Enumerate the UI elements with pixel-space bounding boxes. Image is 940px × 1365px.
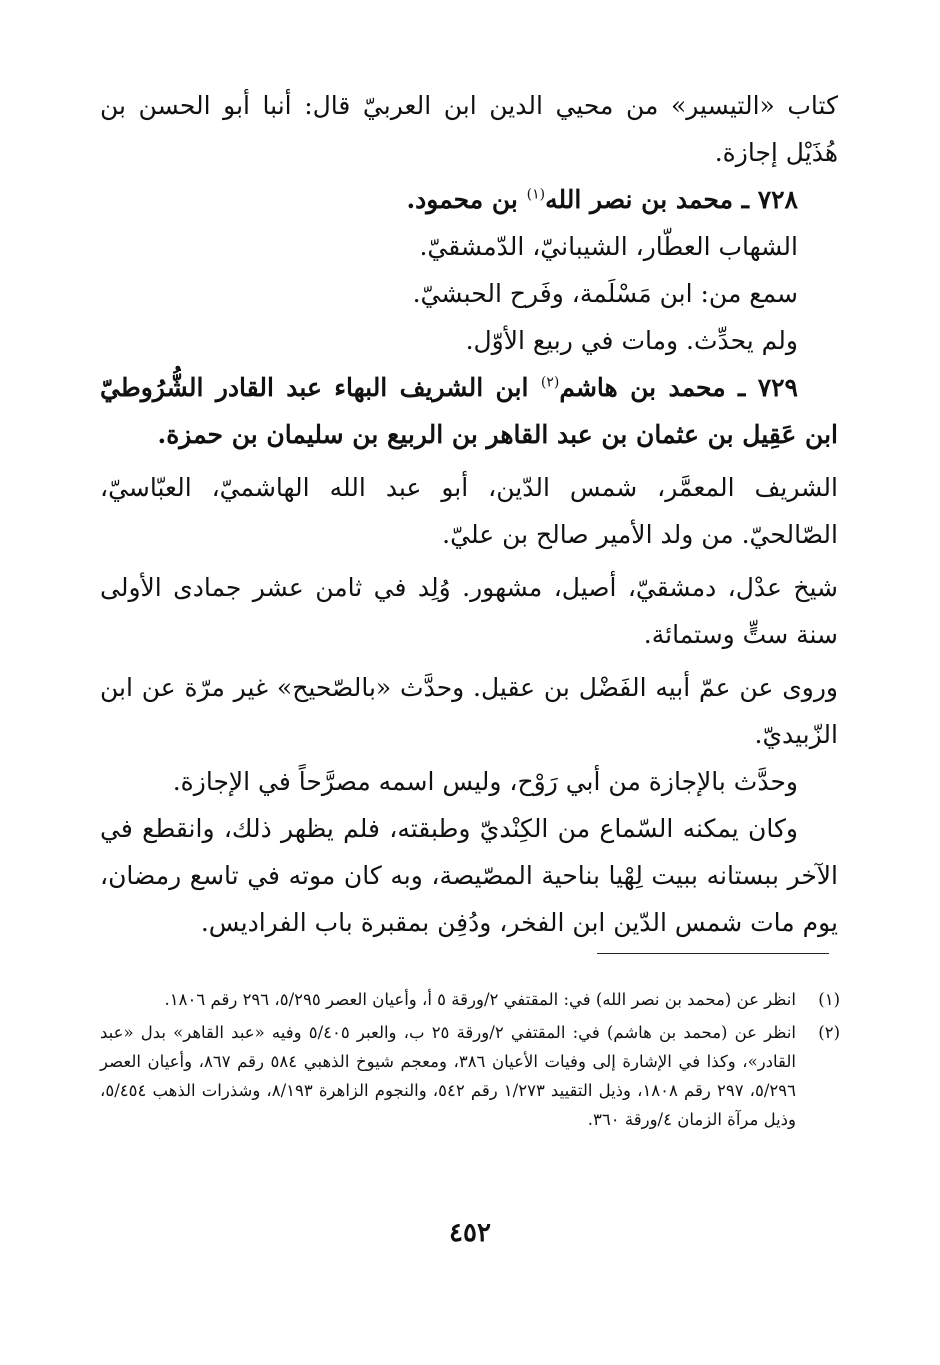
entry-728-line-2: سمع من: ابن مَسْلَمة، وفَرح الحبشيّ. <box>412 279 798 308</box>
footnote-ref-1: (١) <box>526 186 546 203</box>
footnote-ref-2: (٢) <box>540 374 560 391</box>
entry-729-paragraph-4: وحدَّث بالإجازة من أبي رَوْح، وليس اسمه مصرَّحاً في الإجازة. <box>172 767 798 796</box>
entry-729-paragraph-1: الشريف المعمَّر، شمس الدّين، أبو عبد الله الهاشميّ، العبّاسيّ، الصّالحيّ. من ولد الأمير صالح بن عليّ. <box>100 473 838 549</box>
entry-728-title: ٧٢٨ ـ محمد بن نصر الله <box>545 185 798 214</box>
entry-729-title: ٧٢٩ ـ محمد بن هاشم <box>559 373 798 402</box>
entry-728-heading <box>100 176 838 223</box>
entry-729-paragraph-3: وروى عن عمّ أبيه الفَضْل بن عقيل. وحدَّث «بالصّحيح» غير مرّة عن ابن الزّبيديّ. <box>100 673 838 749</box>
entry-729-paragraph-2: شيخ عدْل، دمشقيّ، أصيل، مشهور. وُلِد في ثامن عشر جمادى الأولى سنة ستٍّ وستمائة. <box>100 573 838 649</box>
footnote-number: (٢) <box>818 1023 840 1042</box>
entry-729 <box>100 364 838 946</box>
entry-729-title-end: ابن الشريف البهاء عبد القادر الشُّرُوطيّ ابن عَقِيل بن عثمان بن عبد القاهر بن الربيع بن سليمان بن حمزة. <box>100 373 838 449</box>
intro-paragraph: كتاب «التيسير» من محيي الدين ابن العربيّ قال: أنبا أبو الحسن بن هُذَيْل إجازة. <box>100 91 838 167</box>
entry-728-line-1: الشهاب العطّار، الشيبانيّ، الدّمشقيّ. <box>419 232 798 261</box>
footnote-number: (١) <box>818 990 840 1009</box>
footnote-text: انظر عن (محمد بن هاشم) في: المقتفي ٢/ورقة ٢٥ ب، والعبر ٥/٤٠٥ وفيه «عبد القاهر» بدل «عبد القادر»، وكذا في الإشارة إلى وفيات الأعيان ٣٨٦، ومعجم شيوخ الذهبي ٥٨٤ رقم ٨٦٧، وأعيان العصر ٥/٢٩٦، ٢٩٧ رقم ١٨٠٨، وذيل التقييد ١/٢٧٣ رقم ٥٤٢، والنجوم الزاهرة ٨/١٩٣، وشذرات الذهب ٥/٤٥٤، وذيل مرآة الزمان ٤/ورقة ٣٦٠. <box>100 1023 797 1129</box>
footnote-divider <box>597 953 829 954</box>
page-number: ٤٥٢ <box>449 1218 491 1248</box>
entry-728-title-end: بن محمود. <box>406 185 527 214</box>
entry-728 <box>100 176 838 364</box>
footnotes <box>100 985 840 1138</box>
entry-728-line-3: ولم يحدِّث. ومات في ربيع الأوّل. <box>465 326 798 355</box>
footnote-1 <box>100 985 840 1014</box>
entry-729-heading <box>100 364 838 458</box>
footnote-2 <box>100 1018 840 1134</box>
footnote-text: انظر عن (محمد بن نصر الله) في: المقتفي ٢/ورقة ٥ أ، وأعيان العصر ٥/٢٩٥، ٢٩٦ رقم ١٨٠٦. <box>164 990 796 1009</box>
entry-729-paragraph-5: وكان يمكنه السّماع من الكِنْديّ وطبقته، فلم يظهر ذلك، وانقطع في الآخر ببستانه ببيت لِهْيا بناحية المصّيصة، وبه كان موته في تاسع رمضان، يوم مات شمس الدّين ابن الفخر، ودُفِن بمقبرة باب الفراديس. <box>100 814 838 937</box>
